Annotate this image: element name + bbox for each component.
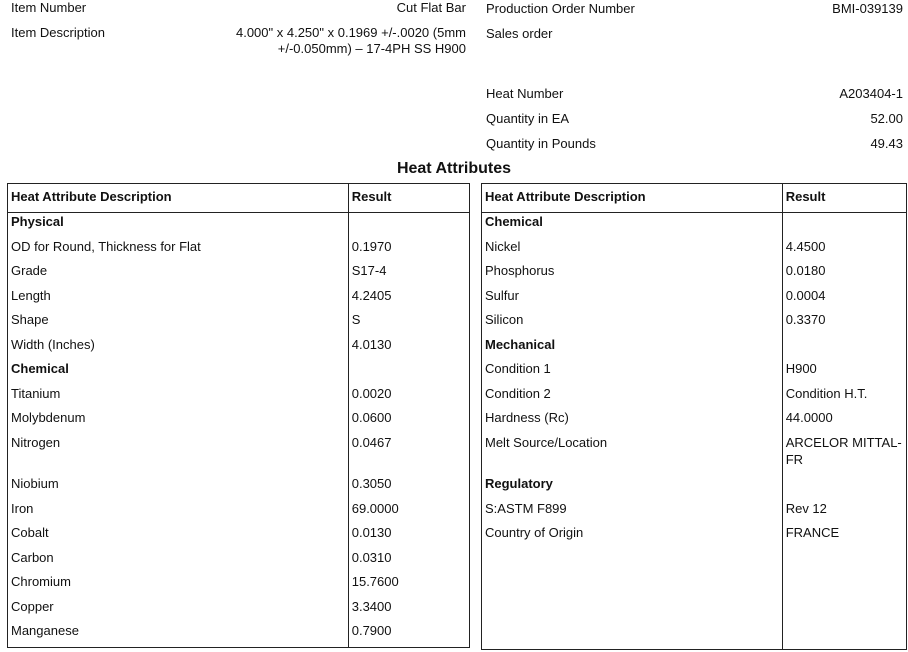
attribute-label: Iron (8, 500, 349, 525)
attribute-label: Sulfur (482, 287, 783, 312)
attribute-label: Hardness (Rc) (482, 409, 783, 434)
attribute-result: 69.0000 (348, 500, 469, 525)
group-row (482, 213, 907, 238)
attribute-row (482, 409, 907, 434)
empty-cell (782, 574, 906, 599)
attribute-result: S (348, 311, 469, 336)
attribute-row (482, 434, 907, 476)
empty-row (482, 624, 907, 650)
group-result-empty (782, 475, 906, 500)
empty-row (482, 549, 907, 574)
attribute-row (8, 549, 470, 574)
sales-order-label: Sales order (486, 26, 553, 41)
attribute-result: 0.0467 (348, 434, 469, 476)
empty-cell (782, 624, 906, 650)
attribute-row (8, 287, 470, 312)
attribute-result: Condition H.T. (782, 385, 906, 410)
group-result-empty (782, 213, 906, 238)
attribute-row (8, 524, 470, 549)
group-label: Physical (8, 213, 349, 238)
attribute-row (482, 385, 907, 410)
attribute-label: Manganese (8, 622, 349, 647)
attribute-label: Titanium (8, 385, 349, 410)
group-row (482, 475, 907, 500)
quantity-pounds-value: 49.43 (870, 136, 903, 151)
attribute-label: Condition 1 (482, 360, 783, 385)
attribute-label: Chromium (8, 573, 349, 598)
empty-cell (482, 599, 783, 624)
attribute-result: 0.0600 (348, 409, 469, 434)
attribute-result: 4.0130 (348, 336, 469, 361)
empty-row (482, 599, 907, 624)
attribute-label: Nitrogen (8, 434, 349, 476)
attribute-result: 44.0000 (782, 409, 906, 434)
attribute-result: ARCELOR MITTAL-FR (782, 434, 906, 476)
quantity-pounds-label: Quantity in Pounds (486, 136, 596, 151)
attribute-row (8, 573, 470, 598)
heat-attributes-table-right (481, 183, 907, 650)
heat-number-value: A203404-1 (839, 86, 903, 101)
attribute-row (8, 262, 470, 287)
column-header-description: Heat Attribute Description (8, 184, 349, 213)
attribute-row (482, 500, 907, 525)
attribute-label: Country of Origin (482, 524, 783, 549)
attribute-result: 0.0310 (348, 549, 469, 574)
attribute-label: Phosphorus (482, 262, 783, 287)
group-row (8, 213, 470, 238)
attribute-result: H900 (782, 360, 906, 385)
group-label: Mechanical (482, 336, 783, 361)
section-title: Heat Attributes (396, 160, 512, 177)
attribute-label: S:ASTM F899 (482, 500, 783, 525)
heat-number-label: Heat Number (486, 86, 564, 101)
item-description-label: Item Description (11, 25, 105, 40)
attribute-label: Molybdenum (8, 409, 349, 434)
attribute-label: Length (8, 287, 349, 312)
attribute-result: 0.3050 (348, 475, 469, 500)
heat-attributes-table-left (7, 183, 470, 648)
attribute-label: Grade (8, 262, 349, 287)
attribute-label: Condition 2 (482, 385, 783, 410)
attribute-row (482, 311, 907, 336)
attribute-label: Cobalt (8, 524, 349, 549)
attribute-result: 0.3370 (782, 311, 906, 336)
item-description-value: 4.000" x 4.250" x 0.1969 +/-.0020 (5mm +/-0.050mm) – 17-4PH SS H900 (235, 25, 466, 56)
group-row (482, 336, 907, 361)
column-header-result: Result (348, 184, 469, 213)
production-order-label: Production Order Number (486, 1, 635, 16)
empty-cell (482, 624, 783, 650)
empty-cell (782, 599, 906, 624)
group-label: Chemical (482, 213, 783, 238)
group-result-empty (782, 336, 906, 361)
attribute-row (8, 385, 470, 410)
attribute-label: OD for Round, Thickness for Flat (8, 238, 349, 263)
attribute-row (8, 409, 470, 434)
attribute-row (482, 360, 907, 385)
item-number-label: Item Number (11, 0, 87, 15)
attribute-row (8, 434, 470, 476)
attribute-row (8, 238, 470, 263)
attribute-label: Silicon (482, 311, 783, 336)
attribute-label: Melt Source/Location (482, 434, 783, 476)
item-number-value: Cut Flat Bar (396, 0, 466, 15)
group-result-empty (348, 213, 469, 238)
group-label: Regulatory (482, 475, 783, 500)
attribute-label: Carbon (8, 549, 349, 574)
attribute-row (482, 287, 907, 312)
quantity-ea-value: 52.00 (870, 111, 903, 126)
attribute-label: Niobium (8, 475, 349, 500)
attribute-result: 0.0130 (348, 524, 469, 549)
empty-cell (482, 549, 783, 574)
attribute-row (482, 524, 907, 549)
attribute-row (8, 622, 470, 647)
attribute-label: Copper (8, 598, 349, 623)
attribute-result: 0.0180 (782, 262, 906, 287)
attribute-row (8, 311, 470, 336)
attribute-row (482, 262, 907, 287)
attribute-row (8, 500, 470, 525)
attribute-result: Rev 12 (782, 500, 906, 525)
empty-row (482, 574, 907, 599)
attribute-result: 0.0004 (782, 287, 906, 312)
attribute-result: S17-4 (348, 262, 469, 287)
attribute-result: 0.7900 (348, 622, 469, 647)
empty-cell (782, 549, 906, 574)
attribute-row (8, 598, 470, 623)
column-header-result: Result (782, 184, 906, 213)
group-label: Chemical (8, 360, 349, 385)
attribute-result: 4.4500 (782, 238, 906, 263)
attribute-label: Nickel (482, 238, 783, 263)
production-order-value: BMI-039139 (832, 1, 903, 16)
attribute-result: 3.3400 (348, 598, 469, 623)
attribute-result: FRANCE (782, 524, 906, 549)
quantity-ea-label: Quantity in EA (486, 111, 570, 126)
attribute-row (8, 475, 470, 500)
attribute-result: 4.2405 (348, 287, 469, 312)
attribute-label: Shape (8, 311, 349, 336)
column-header-description: Heat Attribute Description (482, 184, 783, 213)
attribute-row (482, 238, 907, 263)
attribute-row (8, 336, 470, 361)
group-row (8, 360, 470, 385)
group-result-empty (348, 360, 469, 385)
attribute-result: 0.0020 (348, 385, 469, 410)
attribute-result: 0.1970 (348, 238, 469, 263)
attribute-label: Width (Inches) (8, 336, 349, 361)
empty-cell (482, 574, 783, 599)
attribute-result: 15.7600 (348, 573, 469, 598)
